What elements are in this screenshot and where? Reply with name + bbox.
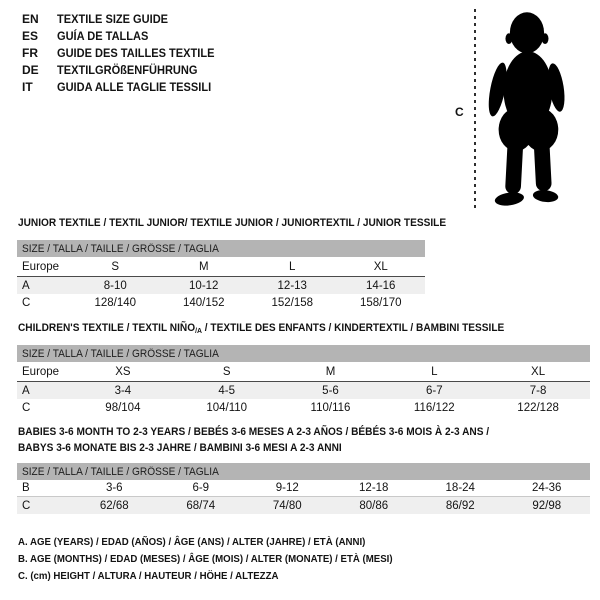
value-cell: 10-12 [189, 279, 219, 292]
size-cell: S [222, 365, 231, 378]
value-cell: 140/152 [182, 297, 225, 309]
row-label: A [22, 384, 30, 397]
size-cell: M [198, 260, 209, 273]
value-cell: 92/98 [532, 499, 562, 512]
size-header-row: SIZE / TALLA / TAILLE / GRÖSSE / TAGLIA [17, 345, 590, 362]
row-label: C [22, 402, 31, 414]
size-cell: L [431, 365, 438, 378]
row-label: Europe [22, 260, 60, 273]
language-row [22, 61, 228, 78]
value-cell: 128/140 [94, 297, 137, 309]
value-cell: 9-12 [275, 482, 299, 494]
language-code: EN [22, 11, 39, 26]
value-cell: 80/86 [359, 499, 389, 512]
value-cell: 7-8 [529, 384, 547, 397]
height-measure-line [474, 9, 476, 211]
value-cell: 86/92 [445, 499, 475, 512]
language-code: ES [22, 28, 39, 43]
junior-size-table [17, 240, 425, 312]
language-row [22, 44, 228, 61]
children-size-table [17, 345, 590, 417]
language-title: TEXTILE SIZE GUIDE [57, 11, 169, 26]
table-row-months [17, 480, 590, 497]
value-cell: 3-4 [114, 384, 132, 397]
value-cell: 68/74 [186, 499, 216, 512]
size-cell: L [289, 260, 296, 273]
language-title: TEXTILGRÖßENFÜHRUNG [57, 62, 198, 77]
language-code: DE [22, 62, 39, 77]
size-header-row: SIZE / TALLA / TAILLE / GRÖSSE / TAGLIA [17, 240, 425, 257]
value-cell: 6-7 [425, 384, 443, 397]
row-label: C [22, 499, 31, 512]
table-row-height [17, 399, 590, 417]
row-label: C [22, 297, 31, 309]
row-label: Europe [22, 365, 60, 378]
value-cell: 116/122 [413, 402, 455, 414]
babies-size-table [17, 463, 590, 514]
row-label: B [22, 482, 30, 494]
language-row [22, 78, 228, 95]
children-section-title: CHILDREN'S TEXTILE / TEXTIL NIÑO/A / TEXTILE DES ENFANTS / KINDERTEXTIL / BAMBINI TESSILE [18, 322, 505, 335]
size-header-row: SIZE / TALLA / TAILLE / GRÖSSE / TAGLIA [17, 463, 590, 480]
value-cell: 110/116 [310, 402, 351, 414]
height-measure-label: C [455, 105, 464, 119]
row-label: A [22, 279, 30, 292]
value-cell: 4-5 [218, 384, 235, 397]
value-cell: 158/170 [359, 297, 402, 309]
language-title: GUÍA DE TALLAS [57, 28, 149, 43]
size-cell: M [325, 365, 336, 378]
language-code: IT [22, 79, 33, 94]
value-cell: 3-6 [105, 482, 123, 494]
language-title: GUIDA ALLE TAGLIE TESSILI [57, 79, 212, 94]
value-cell: 98/104 [105, 402, 141, 414]
value-cell: 74/80 [272, 499, 302, 512]
legend-notes [18, 536, 425, 587]
table-row-age [17, 277, 425, 294]
size-cell: XL [373, 260, 388, 273]
value-cell: 152/158 [271, 297, 314, 309]
value-cell: 104/110 [206, 402, 248, 414]
size-cell: XS [115, 365, 131, 378]
size-cell: S [111, 260, 120, 273]
value-cell: 12-18 [359, 482, 389, 494]
table-row-height [17, 294, 425, 312]
note-line-b: B. AGE (MONTHS) / EDAD (MESES) / ÂGE (MOIS) / ALTER (MONATE) / ETÀ (MESI) [18, 553, 393, 565]
language-title: GUIDE DES TAILLES TEXTILE [57, 45, 215, 60]
value-cell: 6-9 [192, 482, 210, 494]
value-cell: 5-6 [322, 384, 339, 397]
value-cell: 8-10 [103, 279, 127, 292]
language-code: FR [22, 45, 38, 60]
value-cell: 122/128 [517, 402, 559, 414]
junior-section-title: JUNIOR TEXTILE / TEXTIL JUNIOR/ TEXTILE JUNIOR / JUNIORTEXTIL / JUNIOR TESSILE [18, 217, 447, 229]
language-row [22, 10, 228, 27]
note-line-c: C. (cm) HEIGHT / ALTURA / HAUTEUR / HÖHE / ALTEZZA [18, 570, 279, 582]
value-cell: 14-16 [366, 279, 396, 292]
value-cell: 62/68 [99, 499, 129, 512]
language-title-block [22, 10, 228, 95]
language-row [22, 27, 228, 44]
value-cell: 24-36 [532, 482, 562, 494]
size-cell: XL [531, 365, 546, 378]
table-row-europe [17, 257, 425, 277]
note-line-a: A. AGE (YEARS) / EDAD (AÑOS) / ÂGE (ANS) / ALTER (JAHRE) / ETÀ (ANNI) [18, 536, 366, 548]
table-row-height [17, 497, 590, 514]
table-row-europe [17, 362, 590, 382]
value-cell: 18-24 [445, 482, 475, 494]
table-row-age [17, 382, 590, 399]
toddler-silhouette-icon [482, 8, 570, 215]
value-cell: 12-13 [277, 279, 307, 292]
babies-section-title: BABIES 3-6 MONTH TO 2-3 YEARS / BEBÉS 3-6 MESES A 2-3 AÑOS / BÉBÉS 3-6 MOIS À 2-3 ANS / BABYS 3-6 MONATE BIS 2-3 JAHRE / BAMBINI 3-6 MESI A 2-3 ANNI [18, 426, 490, 454]
